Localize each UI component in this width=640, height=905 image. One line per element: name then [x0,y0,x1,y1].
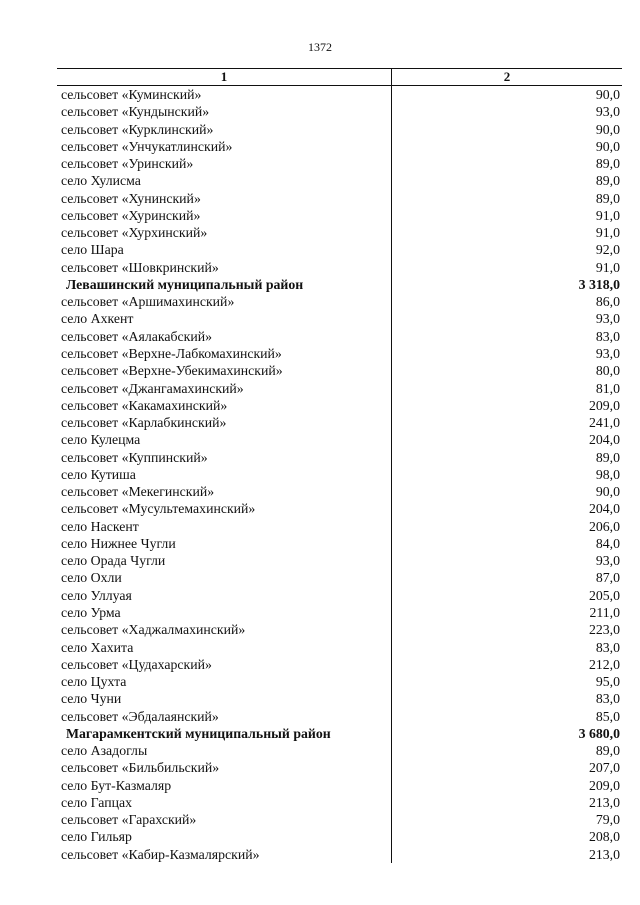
amount-value: 85,0 [595,708,620,724]
settlement-name: сельсовет «Шовкринский» [61,259,219,275]
table-row [57,431,622,448]
settlement-name: село Бут-Казмаляр [61,777,172,793]
table-row [57,483,622,500]
table-row [57,224,622,241]
amount-value: 84,0 [595,535,620,551]
district-name: Магарамкентский муниципальный район [66,725,331,741]
settlement-name: село Наскент [61,518,139,534]
table-row [57,690,622,707]
settlement-name: сельсовет «Бильбильский» [61,760,220,776]
settlement-name: сельсовет «Верхне-Лабкомахинский» [61,345,282,361]
district-total-value: 3 318,0 [578,276,620,292]
settlement-name: сельсовет «Унчукатлинский» [61,138,233,154]
amount-value: 223,0 [588,622,620,638]
settlement-name: сельсовет «Цудахарский» [61,656,212,672]
table-row [57,846,622,863]
settlement-name: село Орада Чугли [61,553,166,569]
settlement-name: сельсовет «Куппинский» [61,449,208,465]
table-row [57,172,622,189]
amount-value: 209,0 [588,397,620,413]
table-row [57,828,622,845]
table-row [57,569,622,586]
amount-value: 86,0 [595,294,620,310]
table-row [57,310,622,327]
table-row [57,742,622,759]
settlement-name: сельсовет «Мусультемахинский» [61,501,256,517]
settlement-name: сельсовет «Куминский» [61,87,202,102]
settlement-name: сельсовет «Уринский» [61,156,194,172]
amount-value: 213,0 [588,846,620,862]
table-row [57,673,622,690]
settlement-name: сельсовет «Эбдалаянский» [61,708,219,724]
table-row [57,328,622,345]
table-row [57,449,622,466]
table-row [57,708,622,725]
settlement-name: сельсовет «Кундынский» [61,104,210,120]
amount-value: 207,0 [588,760,620,776]
settlement-name: сельсовет «Карлабкинский» [61,415,227,431]
table-row [57,621,622,638]
amount-value: 80,0 [595,363,620,379]
settlement-name: село Урма [61,604,121,620]
amount-value: 83,0 [595,639,620,655]
page-number: 1372 [308,40,332,54]
table-row [57,397,622,414]
district-name: Левашинский муниципальный район [66,276,304,292]
amount-value: 208,0 [588,829,620,845]
amount-value: 92,0 [595,242,620,258]
amount-value: 209,0 [588,777,620,793]
settlement-name: сельсовет «Мекегинский» [61,484,215,500]
settlement-name: сельсовет «Верхне-Убекимахинский» [61,363,283,379]
table-row [57,86,622,103]
amount-value: 93,0 [595,104,620,120]
amount-value: 89,0 [595,743,620,759]
amount-value: 95,0 [595,674,620,690]
table-header [57,68,622,86]
settlement-name: село Хахита [61,639,134,655]
table-row [57,207,622,224]
table-row [57,518,622,535]
table-row [57,414,622,431]
table-row [57,794,622,811]
table-row [57,190,622,207]
settlement-name: село Ахкент [61,311,134,327]
column-header-1: 1 [57,69,392,85]
table-row [57,552,622,569]
amount-value: 83,0 [595,328,620,344]
table-row [57,121,622,138]
settlement-name: село Кулецма [61,432,141,448]
table-row [57,500,622,517]
amount-value: 93,0 [595,345,620,361]
settlement-name: село Гапцах [61,794,133,810]
table-row [57,345,622,362]
settlement-name: сельсовет «Аршимахинский» [61,294,235,310]
amount-value: 90,0 [595,121,620,137]
table-row [57,155,622,172]
settlement-name: село Шара [61,242,124,258]
settlement-name: село Нижнее Чугли [61,535,176,551]
district-total-value: 3 680,0 [578,725,620,741]
amount-value: 206,0 [588,518,620,534]
amount-value: 89,0 [595,173,620,189]
settlement-name: село Кутиша [61,466,136,482]
amount-value: 213,0 [588,794,620,810]
amount-value: 98,0 [595,466,620,482]
amount-value: 93,0 [595,311,620,327]
amount-value: 90,0 [595,484,620,500]
settlement-name: сельсовет «Какамахинский» [61,397,228,413]
table-row [57,777,622,794]
district-total-row [57,276,622,293]
settlement-name: село Цухта [61,674,127,690]
amount-value: 89,0 [595,449,620,465]
table-row [57,293,622,310]
settlement-name: сельсовет «Хурхинский» [61,225,208,241]
amount-value: 93,0 [595,553,620,569]
column-header-2: 2 [503,69,511,84]
amount-value: 90,0 [595,138,620,154]
settlement-name: село Уллуая [61,587,132,603]
table-row [57,604,622,621]
table-row [57,759,622,776]
settlement-name: сельсовет «Хаджалмахинский» [61,622,246,638]
settlement-name: сельсовет «Гарахский» [61,812,197,828]
settlement-name: сельсовет «Джангамахинский» [61,380,244,396]
settlement-name: село Азадоглы [61,743,148,759]
table-row [57,639,622,656]
amount-value: 89,0 [595,156,620,172]
table-row [57,138,622,155]
settlement-name: сельсовет «Хуринский» [61,207,201,223]
table-row [57,535,622,552]
table-row [57,380,622,397]
table-row [57,656,622,673]
district-total-row [57,725,622,742]
amount-value: 241,0 [588,415,620,431]
amount-value: 205,0 [588,587,620,603]
amount-value: 87,0 [595,570,620,586]
table-row [57,259,622,276]
table-row [57,466,622,483]
settlement-name: сельсовет «Кабир-Казмалярский» [61,846,260,862]
amount-value: 91,0 [595,207,620,223]
amount-value: 204,0 [588,432,620,448]
amount-value: 79,0 [595,812,620,828]
amount-value: 91,0 [595,259,620,275]
table-body [57,86,622,863]
amount-value: 211,0 [589,604,620,620]
settlement-name: село Хулисма [61,173,141,189]
table-row [57,587,622,604]
settlement-name: село Чуни [61,691,122,707]
table-row [57,241,622,258]
amount-value: 90,0 [595,87,620,102]
table-row [57,811,622,828]
amount-value: 89,0 [595,190,620,206]
amount-value: 81,0 [595,380,620,396]
allocation-table [57,68,622,863]
settlement-name: село Гильяр [61,829,132,845]
amount-value: 83,0 [595,691,620,707]
table-row [57,362,622,379]
table-row [57,103,622,120]
settlement-name: сельсовет «Курклинский» [61,121,214,137]
amount-value: 204,0 [588,501,620,517]
amount-value: 212,0 [588,656,620,672]
amount-value: 91,0 [595,225,620,241]
settlement-name: сельсовет «Аялакабский» [61,328,212,344]
settlement-name: сельсовет «Хунинский» [61,190,201,206]
settlement-name: село Охли [61,570,122,586]
